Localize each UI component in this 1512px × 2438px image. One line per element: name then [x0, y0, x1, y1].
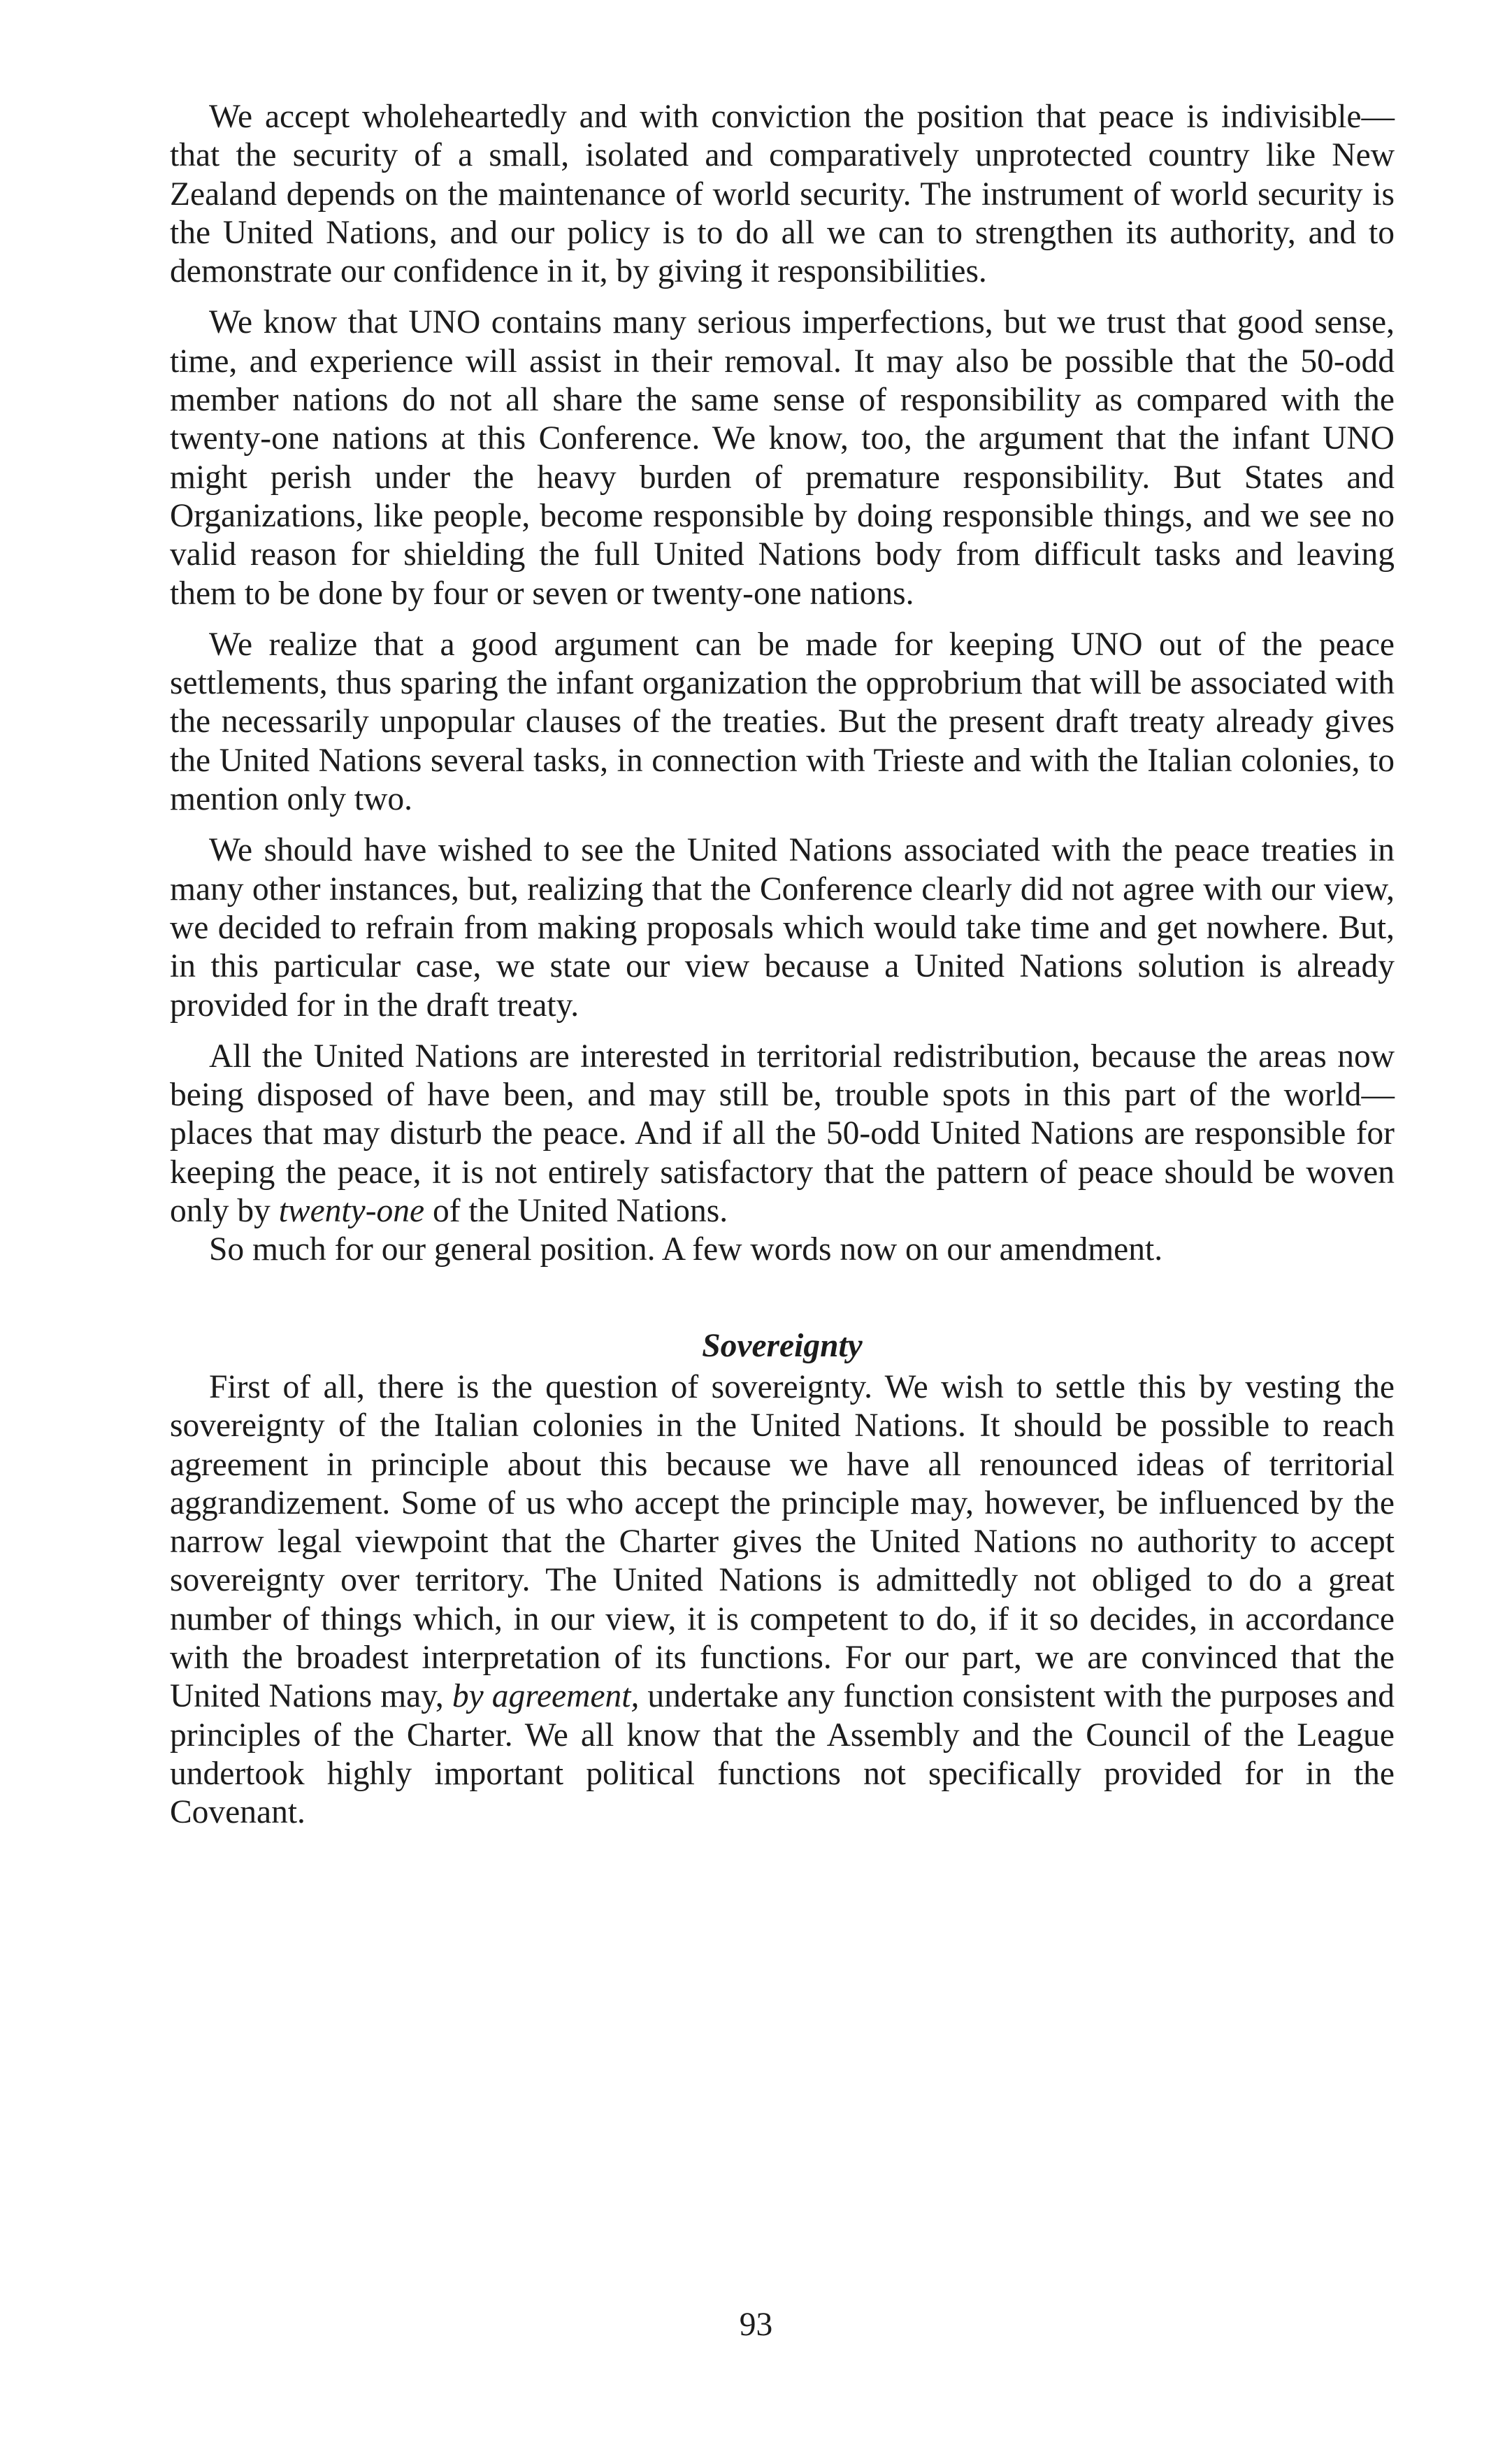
paragraph-text: of the United Nations. [424, 1193, 728, 1230]
section-heading: Sovereignty [702, 1327, 863, 1364]
paragraph-general-position: So much for our general position. A few words now on our amendment. [209, 1231, 1163, 1268]
paragraph-text: All the United Nations are interested in territorial redistribution, because the areas now being disposed of have been, and may still be, trouble spots in this part of the world—places that may disturb the peace. And if all the 50-odd United Nations are responsible for keeping the peace, it is not entirely satisfactory that the pattern of peace should be woven only by [170, 1038, 1395, 1230]
paragraph-peace-treaties: We should have wished to see the United Nations associated with the peace treaties in many other instances, but, realizing that the Conference clearly did not agree with our view, we decided to refrain from making proposals which would take time and get nowhere. But, in this particular case, we state our view because a United Nations solution is already provided for in the draft treaty. [170, 832, 1395, 1024]
paragraph-text: undertake any function consistent with the purposes and principles of the Charter. We all know that the Assembly and the Council of the League undertook highly important political functions not specifically provided for in the Covenant. [170, 1678, 1395, 1831]
paragraph-uno-imperfections: We know that UNO contains many serious imperfections, but we trust that good sense, time, and experience will assist in their removal. It may also be possible that the 50-odd member nations do not all share the same sense of responsibility as compared with the twenty-one nations at this Conference. We know, too, the argument that the infant UNO might perish under the heavy burden of premature responsibility. But States and Organizations, like people, become responsible by doing responsible things, and we see no valid reason for shielding the full United Nations body from difficult tasks and leaving them to be done by four or seven or twenty-one nations. [170, 304, 1395, 612]
paragraph-peace-settlements: We realize that a good argument can be made for keeping UNO out of the peace settlements, thus sparing the infant organization the opprobrium that will be associated with the necessarily unpopular clauses of the treaties. But the present draft treaty already gives the United Nations several tasks, in connection with Trieste and with the Italian colonies, to mention only two. [170, 626, 1395, 818]
paragraph-sovereignty [170, 1368, 1395, 1833]
paragraph-text: First of all, there is the question of sovereignty. We wish to settle this by vesting the sovereignty of the Italian colonies in the United Nations. It should be possible to reach agreement in principle about this because we have all renounced ideas of territorial aggrandizement. Some of us who accept the principle may, however, be influenced by the narrow legal viewpoint that the Charter gives the United Nations no authority to accept sovereignty over territory. The United Nations is admittedly not obliged to do a great number of things which, in our view, it is competent to do, if it so decides, in accordance with the broadest interpretation of its functions. For our part, we are convinced that the United Nations may, [170, 1368, 1395, 1715]
emphasis-text: twenty-one [278, 1193, 425, 1230]
page-number: 93 [739, 2307, 773, 2343]
emphasis-text: by agreement, [452, 1678, 640, 1715]
paragraph-indivisible-peace: We accept wholeheartedly and with conviction the position that peace is indivisible—that the security of a small, isolated and comparatively unprotected country like New Zealand depends on the maintenance of world security. The instrument of world security is the United Nations, and our policy is to do all we can to strengthen its authority, and to demonstrate our confidence in it, by giving it responsibilities. [170, 99, 1395, 290]
paragraph-territorial-redistribution [170, 1038, 1395, 1231]
page-body [170, 98, 1395, 1832]
